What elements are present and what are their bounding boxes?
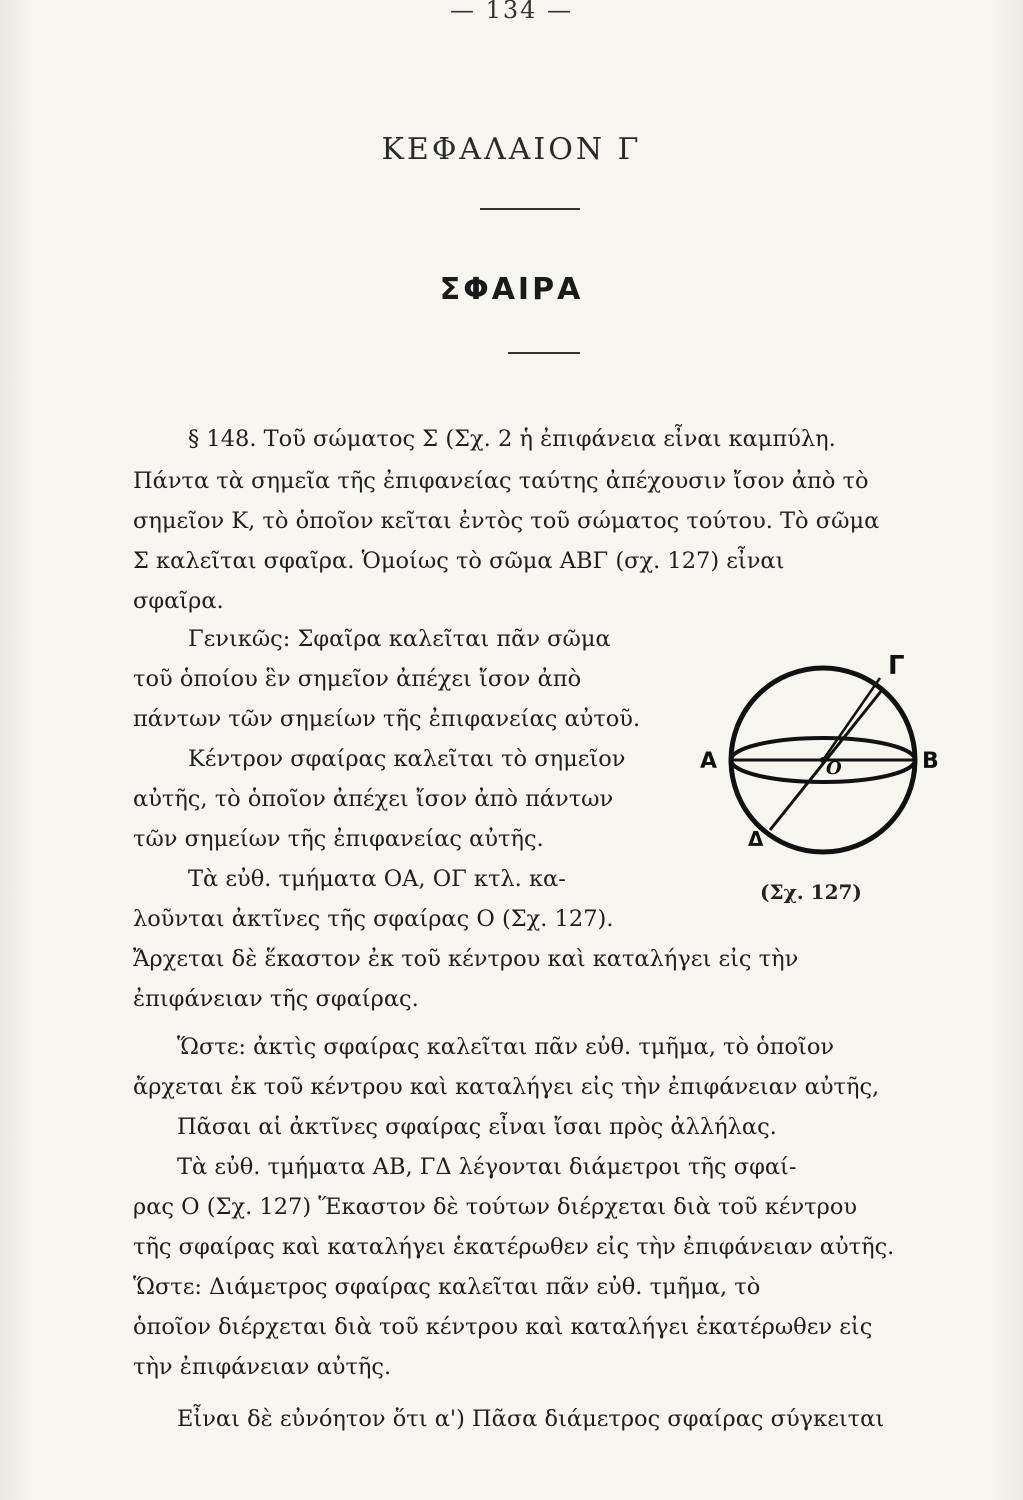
text-line: Πάντα τὰ σημεῖα τῆς ἐπιφανείας ταύτης ἀπέχουσιν ἴσον ἀπὸ τὸ bbox=[133, 468, 869, 494]
text-line: ὁποῖον διέρχεται διὰ τοῦ κέντρου καὶ καταλήγει ἑκατέρωθεν εἰς bbox=[133, 1314, 873, 1340]
page-number: — 134 — bbox=[449, 0, 574, 24]
text-line: Κέντρον σφαίρας καλεῖται τὸ σημεῖον bbox=[188, 746, 626, 772]
text-line: αὐτῆς, τὸ ὁποῖον ἀπέχει ἴσον ἀπὸ πάντων bbox=[133, 786, 614, 812]
text-line: σημεῖον Κ, τὸ ὁποῖον κεῖται ἐντὸς τοῦ σώματος τούτου. Τὸ σῶμα bbox=[133, 508, 880, 534]
figure-caption: (Σχ. 127) bbox=[760, 880, 862, 904]
text-line: Εἶναι δὲ εὐνόητον ὅτι α') Πᾶσα διάμετρος σφαίρας σύγκειται bbox=[177, 1406, 885, 1432]
label-b: Β bbox=[922, 749, 939, 774]
divider-top bbox=[480, 208, 580, 210]
text-line: Ὥστε: Διάμετρος σφαίρας καλεῖται πᾶν εὐθ. τμῆμα, τὸ bbox=[133, 1274, 761, 1300]
sphere-figure bbox=[690, 650, 960, 910]
label-d: Δ bbox=[748, 827, 764, 851]
text-line: ρας Ο (Σχ. 127) Ἕκαστον δὲ τούτων διέρχεται διὰ τοῦ κέντρου bbox=[133, 1194, 858, 1220]
text-line: τῶν σημείων τῆς ἐπιφανείας αὐτῆς. bbox=[133, 826, 544, 852]
text-line: Τὰ εὐθ. τμήματα ΟΑ, ΟΓ κτλ. κα- bbox=[188, 866, 566, 892]
text-line: Τὰ εὐθ. τμήματα ΑΒ, ΓΔ λέγονται διάμετροι τῆς σφαί- bbox=[177, 1154, 797, 1180]
label-o: Ο bbox=[826, 758, 842, 779]
label-a: Α bbox=[700, 749, 718, 774]
radius-og bbox=[823, 678, 880, 760]
text-line: Πᾶσαι αἱ ἀκτῖνες σφαίρας εἶναι ἴσαι πρὸς ἀλλήλας. bbox=[177, 1114, 777, 1140]
label-g: Γ bbox=[888, 651, 905, 681]
text-line: Ὥστε: ἀκτὶς σφαίρας καλεῖται πᾶν εὐθ. τμῆμα, τὸ ὁποῖον bbox=[177, 1034, 835, 1060]
text-line: § 148. Τοῦ σώματος Σ (Σχ. 2 ἡ ἐπιφάνεια εἶναι καμπύλη. bbox=[188, 426, 836, 452]
divider-bottom bbox=[508, 352, 580, 354]
text-line: Σ καλεῖται σφαῖρα. Ὁμοίως τὸ σῶμα ΑΒΓ (σχ. 127) εἶναι bbox=[133, 548, 785, 574]
text-line: τῆς σφαίρας καὶ καταλήγει ἑκατέρωθεν εἰς τὴν ἐπιφάνειαν αὐτῆς. bbox=[133, 1234, 895, 1260]
text-line: πάντων τῶν σημείων τῆς ἐπιφανείας αὐτοῦ. bbox=[133, 706, 641, 732]
section-title: ΣΦΑΙΡΑ bbox=[439, 272, 584, 307]
text-line: Γενικῶς: Σφαῖρα καλεῖται πᾶν σῶμα bbox=[188, 626, 611, 652]
text-line: λοῦνται ἀκτῖνες τῆς σφαίρας Ο (Σχ. 127). bbox=[133, 906, 614, 932]
text-line: σφαῖρα. bbox=[133, 588, 224, 614]
text-line: Ἄρχεται δὲ ἕκαστον ἐκ τοῦ κέντρου καὶ καταλήγει εἰς τὴν bbox=[133, 946, 799, 972]
text-line: τὴν ἐπιφάνειαν αὐτῆς. bbox=[133, 1354, 392, 1380]
text-line: ἄρχεται ἐκ τοῦ κέντρου καὶ καταλήγει εἰς τὴν ἐπιφάνειαν αὐτῆς, bbox=[133, 1074, 880, 1100]
text-line: ἐπιφάνειαν τῆς σφαίρας. bbox=[133, 986, 419, 1012]
chapter-heading: ΚΕΦΑΛΑΙΟΝ Γ bbox=[381, 132, 642, 167]
text-line: τοῦ ὁποίου ἓν σημεῖον ἀπέχει ἴσον ἀπὸ bbox=[133, 666, 582, 692]
